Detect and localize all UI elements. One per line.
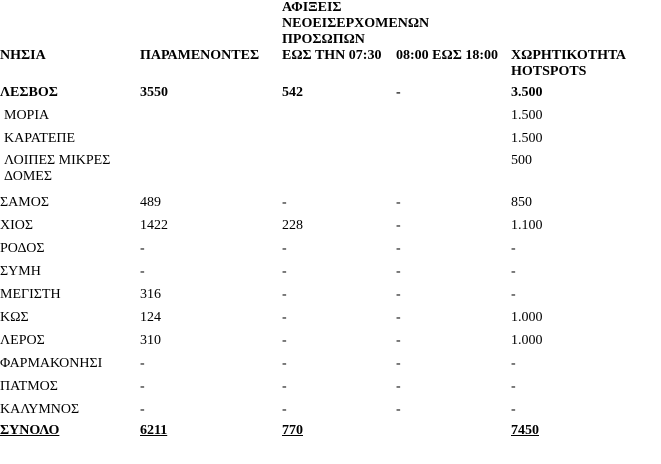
arrivals-until-cell: 542 — [282, 84, 303, 100]
arrivals-group-header: ΑΦΙΞΕΙΣ ΝΕΟΕΙΣΕΡΧΟΜΕΝΩΝ ΠΡΟΣΩΠΩΝ — [282, 0, 430, 47]
arrivals-until-cell: - — [282, 355, 287, 371]
arrivals-between-cell: - — [396, 401, 401, 417]
total-arrivals-between-cell — [396, 421, 511, 441]
capacity-cell: 1.000 — [511, 309, 543, 325]
arrivals-between-cell — [396, 127, 511, 150]
island-cell: ΡΟΔΟΣ — [0, 240, 45, 256]
table-row — [0, 150, 661, 191]
arrivals-until-cell: - — [282, 263, 287, 279]
capacity-cell: 500 — [511, 153, 532, 168]
island-cell: ΧΙΟΣ — [0, 217, 34, 233]
table-row — [0, 237, 661, 260]
staying-cell: - — [140, 240, 145, 256]
island-cell: ΜΕΓΙΣΤΗ — [0, 286, 61, 302]
arrivals-until-cell: 228 — [282, 217, 303, 233]
capacity-cell: - — [511, 401, 516, 417]
capacity-cell: 850 — [511, 194, 532, 210]
staying-cell: 489 — [140, 194, 161, 210]
arrivals-between-cell — [396, 150, 511, 191]
island-cell: ΛΕΣΒΟΣ — [0, 84, 58, 100]
capacity-cell: - — [511, 286, 516, 302]
staying-cell: 316 — [140, 286, 161, 302]
arrivals-until-cell: - — [282, 401, 287, 417]
island-cell: ΛΟΙΠΕΣ ΜΙΚΡΕΣ ΔΟΜΕΣ — [4, 153, 111, 184]
table-row — [0, 329, 661, 352]
staying-cell — [140, 127, 282, 150]
table-row — [0, 191, 661, 214]
staying-cell — [140, 150, 282, 191]
table-row — [0, 283, 661, 306]
staying-cell: - — [140, 401, 145, 417]
staying-cell: 124 — [140, 309, 161, 325]
arrivals-until-cell: - — [282, 332, 287, 348]
staying-cell: - — [140, 263, 145, 279]
arrivals-between-cell: - — [396, 84, 401, 100]
island-cell: ΜΟΡΙΑ — [4, 107, 50, 123]
table-row — [0, 306, 661, 329]
staying-cell: 1422 — [140, 217, 168, 233]
total-arrivals-until-cell: 770 — [282, 423, 303, 438]
table-row — [0, 104, 661, 127]
arrivals-until-cell — [282, 150, 396, 191]
arrivals-between-column-header: 08:00 ΕΩΣ 18:00 — [396, 48, 499, 63]
arrivals-between-cell: - — [396, 309, 401, 325]
table-row — [0, 127, 661, 150]
island-cell: ΦΑΡΜΑΚΟΝΗΣΙ — [0, 355, 103, 371]
capacity-cell: - — [511, 355, 516, 371]
arrivals-between-cell: - — [396, 194, 401, 210]
arrivals-until-cell — [282, 104, 396, 127]
island-cell: ΣΥΜΗ — [0, 263, 41, 279]
staying-cell: - — [140, 378, 145, 394]
table-row — [0, 398, 661, 421]
arrivals-until-cell: - — [282, 378, 287, 394]
total-island-cell: ΣΥΝΟΛΟ — [0, 423, 60, 438]
arrivals-until-cell: - — [282, 309, 287, 325]
arrivals-between-cell: - — [396, 355, 401, 371]
table-row — [0, 260, 661, 283]
island-cell: ΛΕΡΟΣ — [0, 332, 45, 348]
capacity-cell: 1.500 — [511, 130, 543, 146]
island-cell: ΣΑΜΟΣ — [0, 194, 49, 210]
arrivals-until-column-header: ΕΩΣ ΤΗΝ 07:30 — [282, 48, 382, 63]
capacity-cell: 3.500 — [511, 84, 543, 100]
arrivals-between-cell: - — [396, 263, 401, 279]
arrivals-between-cell: - — [396, 286, 401, 302]
arrivals-until-cell: - — [282, 194, 287, 210]
capacity-cell: 1.100 — [511, 217, 543, 233]
capacity-cell: 1.500 — [511, 107, 543, 123]
staying-cell: 3550 — [140, 84, 168, 100]
arrivals-until-cell — [282, 127, 396, 150]
arrivals-between-cell — [396, 104, 511, 127]
arrivals-between-cell: - — [396, 240, 401, 256]
arrivals-until-cell: - — [282, 286, 287, 302]
capacity-cell: 1.000 — [511, 332, 543, 348]
capacity-cell: - — [511, 240, 516, 256]
table-row — [0, 214, 661, 237]
capacity-column-header: ΧΩΡΗΤΙΚΟΤΗΤΑ HOTSPOTS — [511, 48, 626, 79]
staying-column-header: ΠΑΡΑΜΕΝΟΝΤΕΣ — [140, 48, 260, 63]
table-row — [0, 375, 661, 398]
table-row — [0, 81, 661, 104]
staying-cell: - — [140, 355, 145, 371]
arrivals-until-cell: - — [282, 240, 287, 256]
island-cell: ΚΩΣ — [0, 309, 29, 325]
total-row — [0, 421, 661, 441]
staying-cell — [140, 104, 282, 127]
islands-column-header: ΝΗΣΙΑ — [0, 48, 46, 63]
island-cell: ΚΑΛΥΜΝΟΣ — [0, 401, 80, 417]
arrivals-between-cell: - — [396, 332, 401, 348]
table-body — [0, 81, 661, 441]
staying-cell: 310 — [140, 332, 161, 348]
island-cell: ΠΑΤΜΟΣ — [0, 378, 58, 394]
capacity-cell: - — [511, 378, 516, 394]
island-cell: ΚΑΡΑΤΕΠΕ — [4, 130, 76, 146]
arrivals-between-cell: - — [396, 217, 401, 233]
table-row — [0, 352, 661, 375]
arrivals-between-cell: - — [396, 378, 401, 394]
total-capacity-cell: 7450 — [511, 423, 539, 438]
capacity-cell: - — [511, 263, 516, 279]
total-staying-cell: 6211 — [140, 423, 168, 438]
